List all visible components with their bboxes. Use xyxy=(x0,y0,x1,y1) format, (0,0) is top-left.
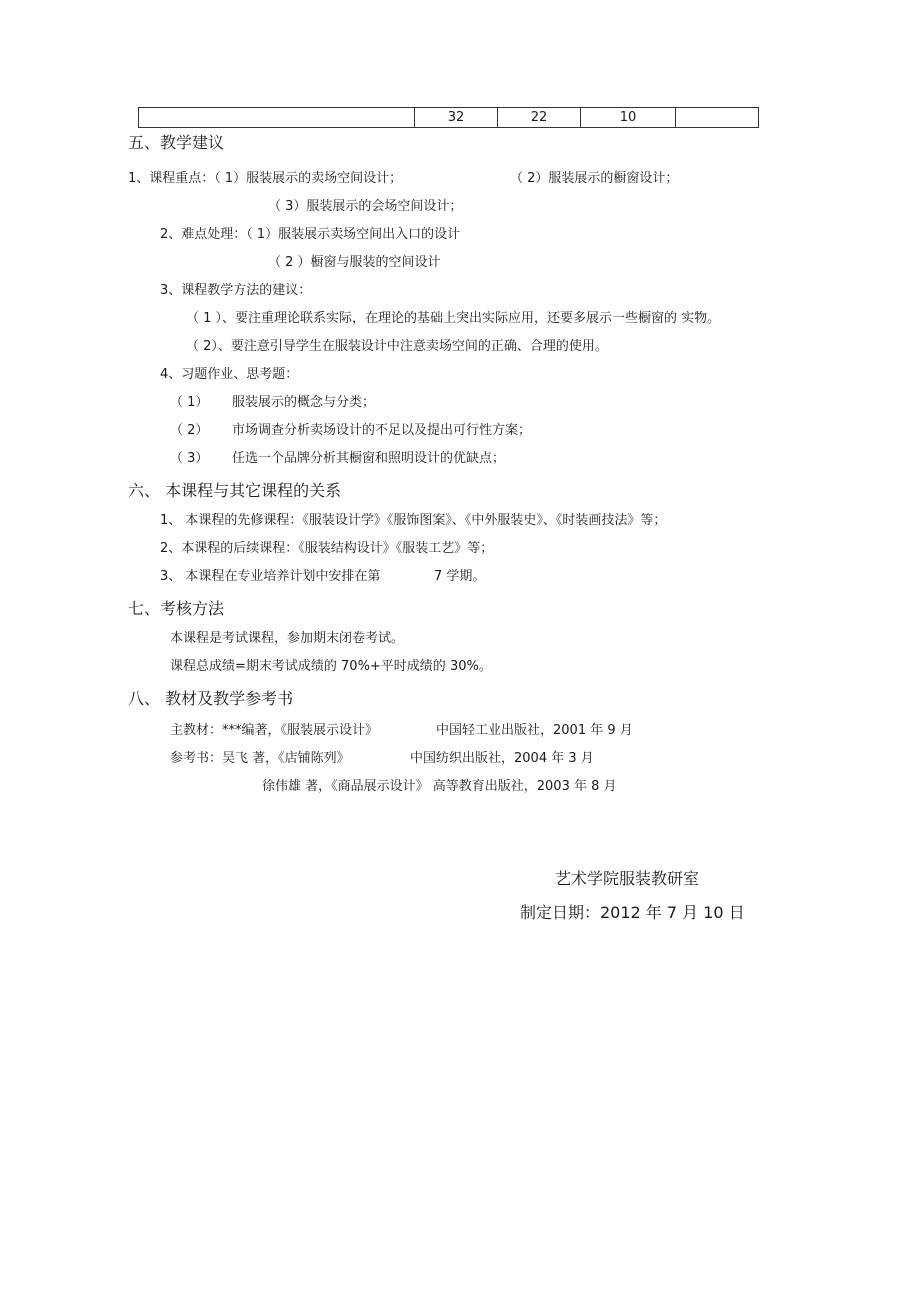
follow-up-courses: 2、本课程的后续课程：《服装结构设计》《服装工艺》等； xyxy=(160,541,494,556)
exercise-number-3: （ 3） xyxy=(170,451,209,466)
difficulty-line-2: （ 2 ）橱窗与服装的空间设计 xyxy=(268,255,441,270)
assessment-type: 本课程是考试课程，参加期末闭卷考试。 xyxy=(170,631,405,646)
section-heading-textbooks: 八、 教材及教学参考书 xyxy=(128,689,294,708)
table-cell xyxy=(139,108,415,128)
table-cell: 32 xyxy=(415,108,498,128)
grade-composition: 课程总成绩=期末考试成绩的 70%+平时成绩的 30%。 xyxy=(170,659,492,674)
semester-placement: 3、 本课程在专业培养计划中安排在第 xyxy=(160,569,381,584)
exercises-heading: 4、习题作业、思考题： xyxy=(160,367,299,382)
methods-item-1: （ 1 ）、要注重理论联系实际，在理论的基础上突出实际应用，还要多展示一些橱窗的 实物。 xyxy=(186,311,721,326)
table-cell: 10 xyxy=(581,108,676,128)
semester-number: 7 学期。 xyxy=(434,569,486,584)
table-cell: 22 xyxy=(498,108,581,128)
methods-item-2: （ 2）、要注意引导学生在服装设计中注意卖场空间的正确、合理的使用。 xyxy=(186,339,608,354)
prerequisite-courses: 1、 本课程的先修课程：《服装设计学》《服饰图案》、《中外服装史》、《时装画技法》等； xyxy=(160,513,667,528)
key-points-line-2: （ 2）服装展示的橱窗设计； xyxy=(510,171,679,186)
section-heading-course-relations: 六、 本课程与其它课程的关系 xyxy=(128,481,342,500)
reference-book-1-publisher: 中国纺织出版社，2004 年 3 月 xyxy=(410,751,594,766)
exercise-number-2: （ 2） xyxy=(170,423,209,438)
difficulty-line-1: 2、难点处理：（ 1）服装展示卖场空间出入口的设计 xyxy=(160,227,461,242)
table-row xyxy=(139,108,759,128)
table-cell xyxy=(676,108,759,128)
reference-book-2: 徐伟雄 著，《商品展示设计》 高等教育出版社，2003 年 8 月 xyxy=(262,779,617,794)
main-textbook-publisher: 中国轻工业出版社，2001 年 9 月 xyxy=(436,723,633,738)
main-textbook: 主教材：***编著，《服装展示设计》 xyxy=(170,723,379,738)
exercise-text-2: 市场调查分析卖场设计的不足以及提出可行性方案； xyxy=(232,423,532,438)
section-heading-assessment: 七、考核方法 xyxy=(128,599,225,618)
hours-table xyxy=(138,107,759,128)
section-heading-teaching-advice: 五、教学建议 xyxy=(128,133,225,152)
exercise-text-3: 任选一个品牌分析其橱窗和照明设计的优缺点； xyxy=(232,451,506,466)
key-points-line-1: 1、课程重点：（ 1）服装展示的卖场空间设计； xyxy=(128,171,403,186)
reference-book-1: 参考书：吴飞 著，《店铺陈列》 xyxy=(170,751,350,766)
department-name: 艺术学院服装教研室 xyxy=(555,869,700,888)
methods-heading: 3、课程教学方法的建议： xyxy=(160,283,312,298)
date-established: 制定日期：2012 年 7 月 10 日 xyxy=(520,903,745,922)
exercise-text-1: 服装展示的概念与分类； xyxy=(232,395,376,410)
exercise-number-1: （ 1） xyxy=(170,395,209,410)
key-points-line-3: （ 3）服装展示的会场空间设计； xyxy=(268,199,463,214)
